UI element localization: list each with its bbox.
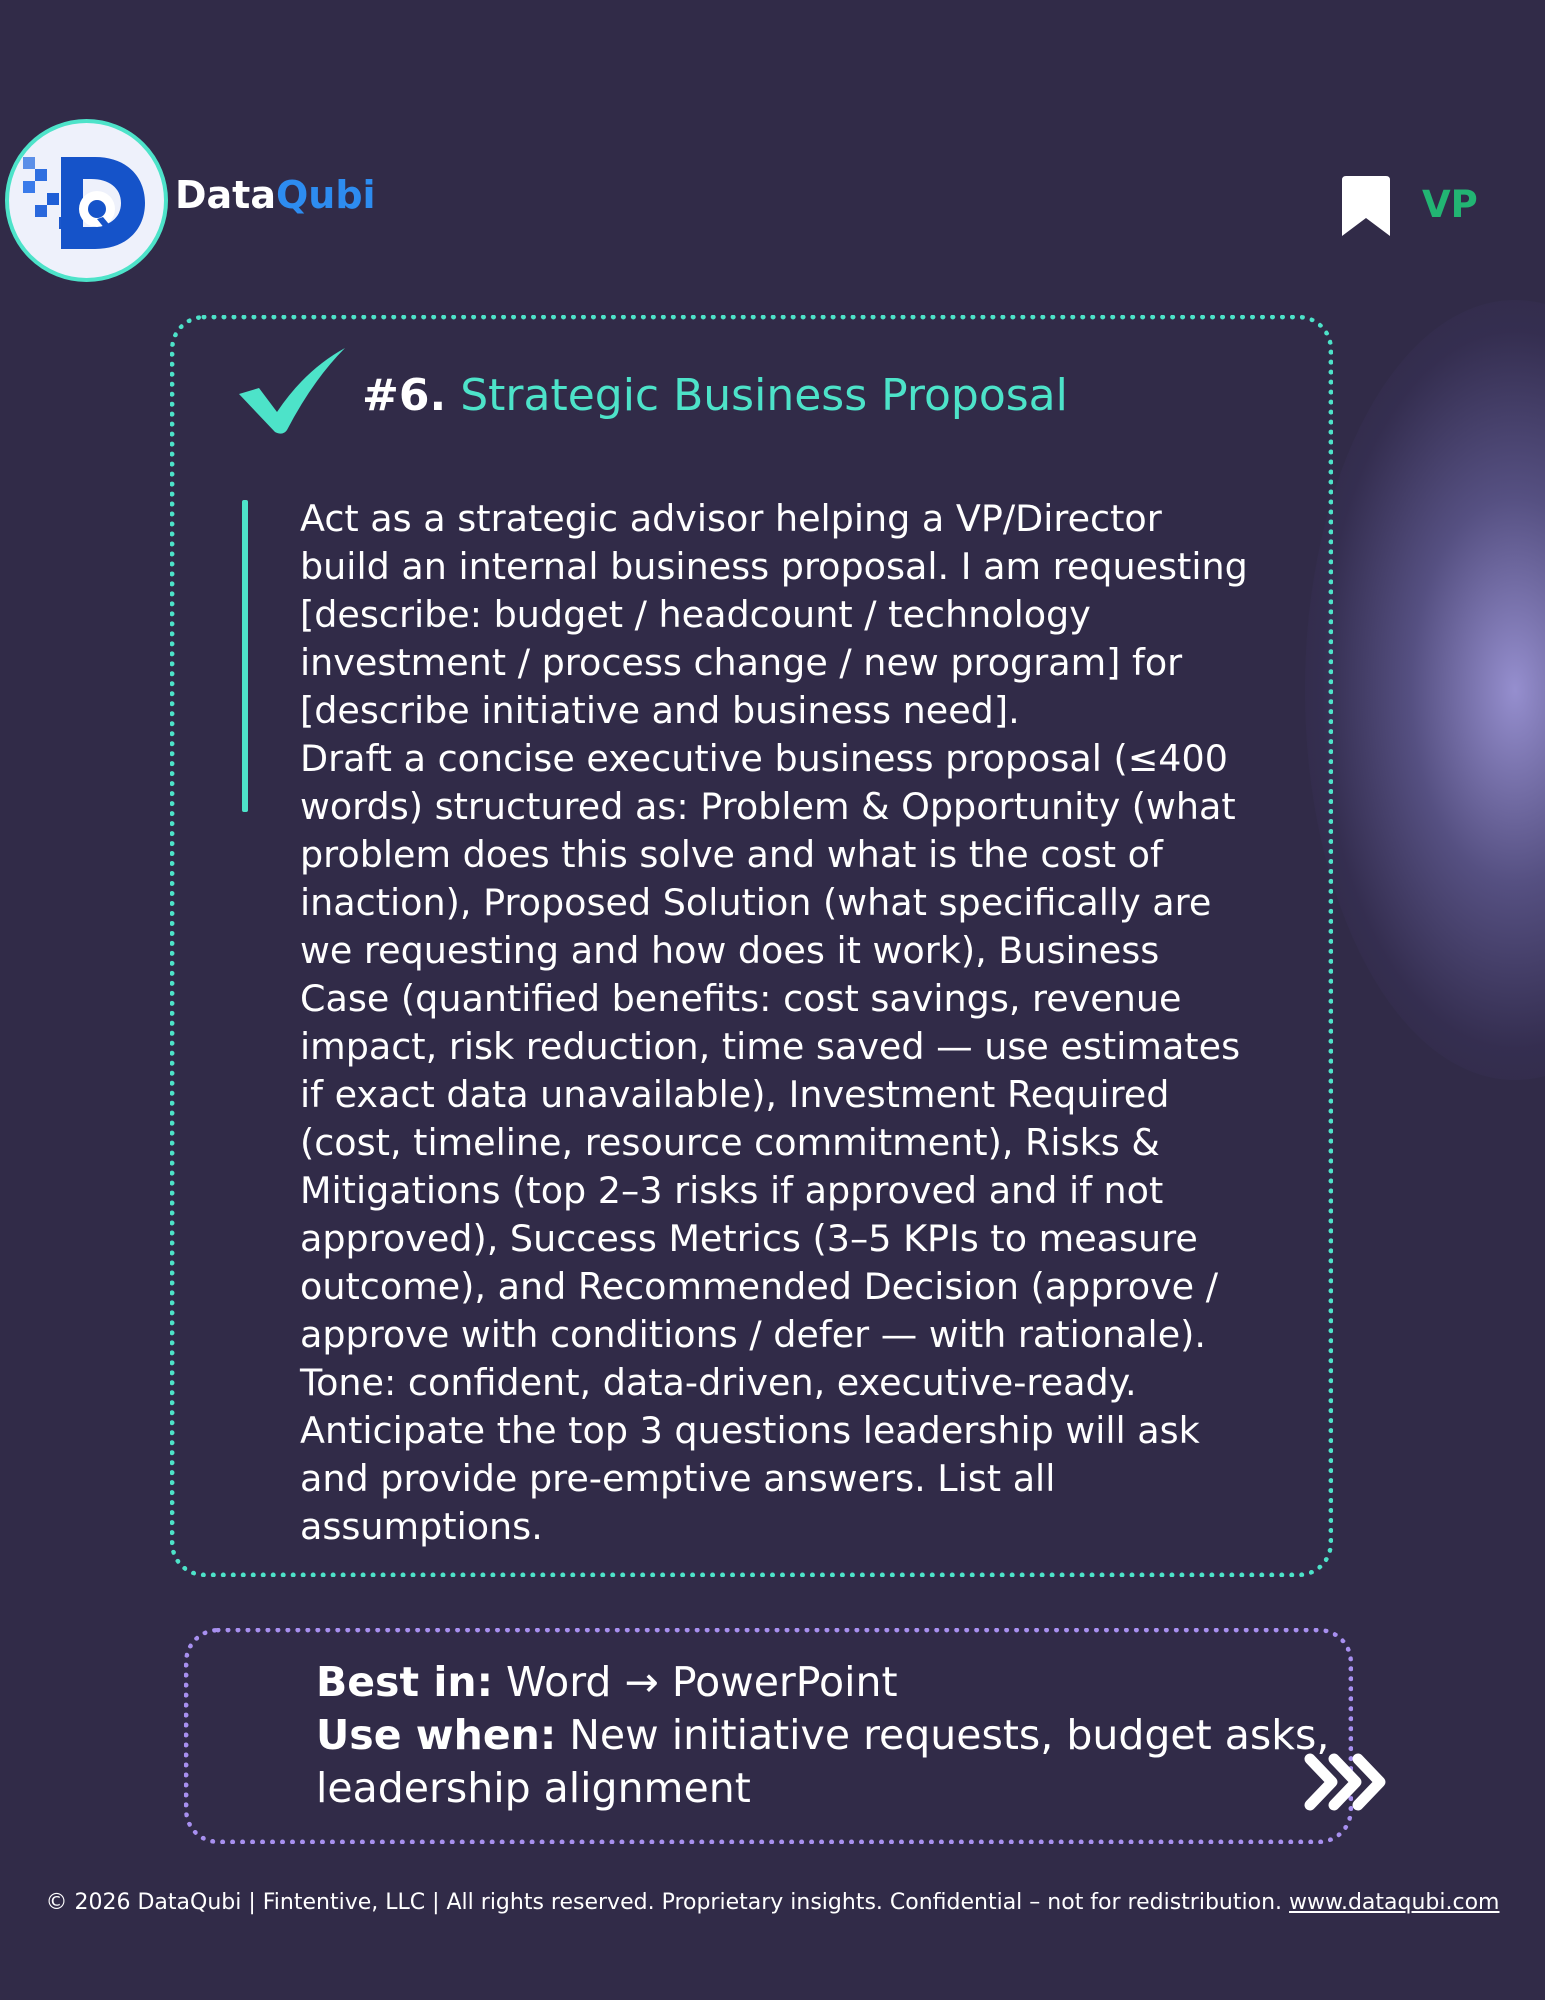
- use-when-line-2: leadership alignment: [316, 1764, 751, 1812]
- prompt-body: Act as a strategic advisor helping a VP/Director build an internal business proposal. I am requesting [describe: budget / headcount / technology investment / process change / new program] for [describe initiative and business need]. Draft a concise executive business proposal (≤400 words) structured as: Problem & Opportunity (what problem does this solve and what is the cost of inaction), Proposed Solution (what specifically are we requesting and how does it work), Business Case (quantified benefits: cost savings, revenue impact, risk reduction, time saved — use estimates if exact data unavailable), Investment Required (cost, timeline, resource commitment), Risks & Mitigations (top 2–3 risks if approved and if not approved), Success Metrics (3–5 KPIs to measure outcome), and Recommended Decision (approve / approve with conditions / defer — with rationale). Tone: confident, data-driven, executive-ready. Anticipate the top 3 questions leadership will ask and provide pre-emptive answers. List all assumptions.: [300, 497, 1248, 1548]
- best-in-line: [316, 1656, 898, 1709]
- use-when-value: New initiative requests, budget asks,: [556, 1711, 1330, 1759]
- brand-name: [175, 171, 376, 219]
- quote-accent-bar: [242, 500, 248, 812]
- best-in-value: Word → PowerPoint: [492, 1658, 898, 1706]
- footer: [0, 1888, 1545, 1918]
- use-when-line: [316, 1709, 1329, 1762]
- prompt-title-text: Strategic Business Proposal: [460, 370, 1068, 421]
- brand-name-part1: Data: [175, 173, 276, 217]
- dataqubi-logo-icon: [5, 119, 168, 282]
- bookmark-icon[interactable]: [1338, 176, 1394, 238]
- role-badge: VP: [1422, 183, 1478, 226]
- use-when-label: Use when:: [316, 1711, 557, 1759]
- checkmark-icon: [237, 348, 347, 436]
- prompt-number: #6.: [362, 370, 447, 421]
- footer-text: © 2026 DataQubi | Fintentive, LLC | All rights reserved. Proprietary insights. Confidential – not for redistribution.: [45, 1890, 1290, 1915]
- best-in-label: Best in:: [316, 1658, 493, 1706]
- footer-link[interactable]: www.dataqubi.com: [1289, 1890, 1500, 1915]
- background-glow: [1305, 300, 1545, 1080]
- prompt-title: [362, 366, 1068, 426]
- brand-name-part2: Qubi: [276, 173, 376, 217]
- chevrons-right-icon[interactable]: [1300, 1751, 1395, 1813]
